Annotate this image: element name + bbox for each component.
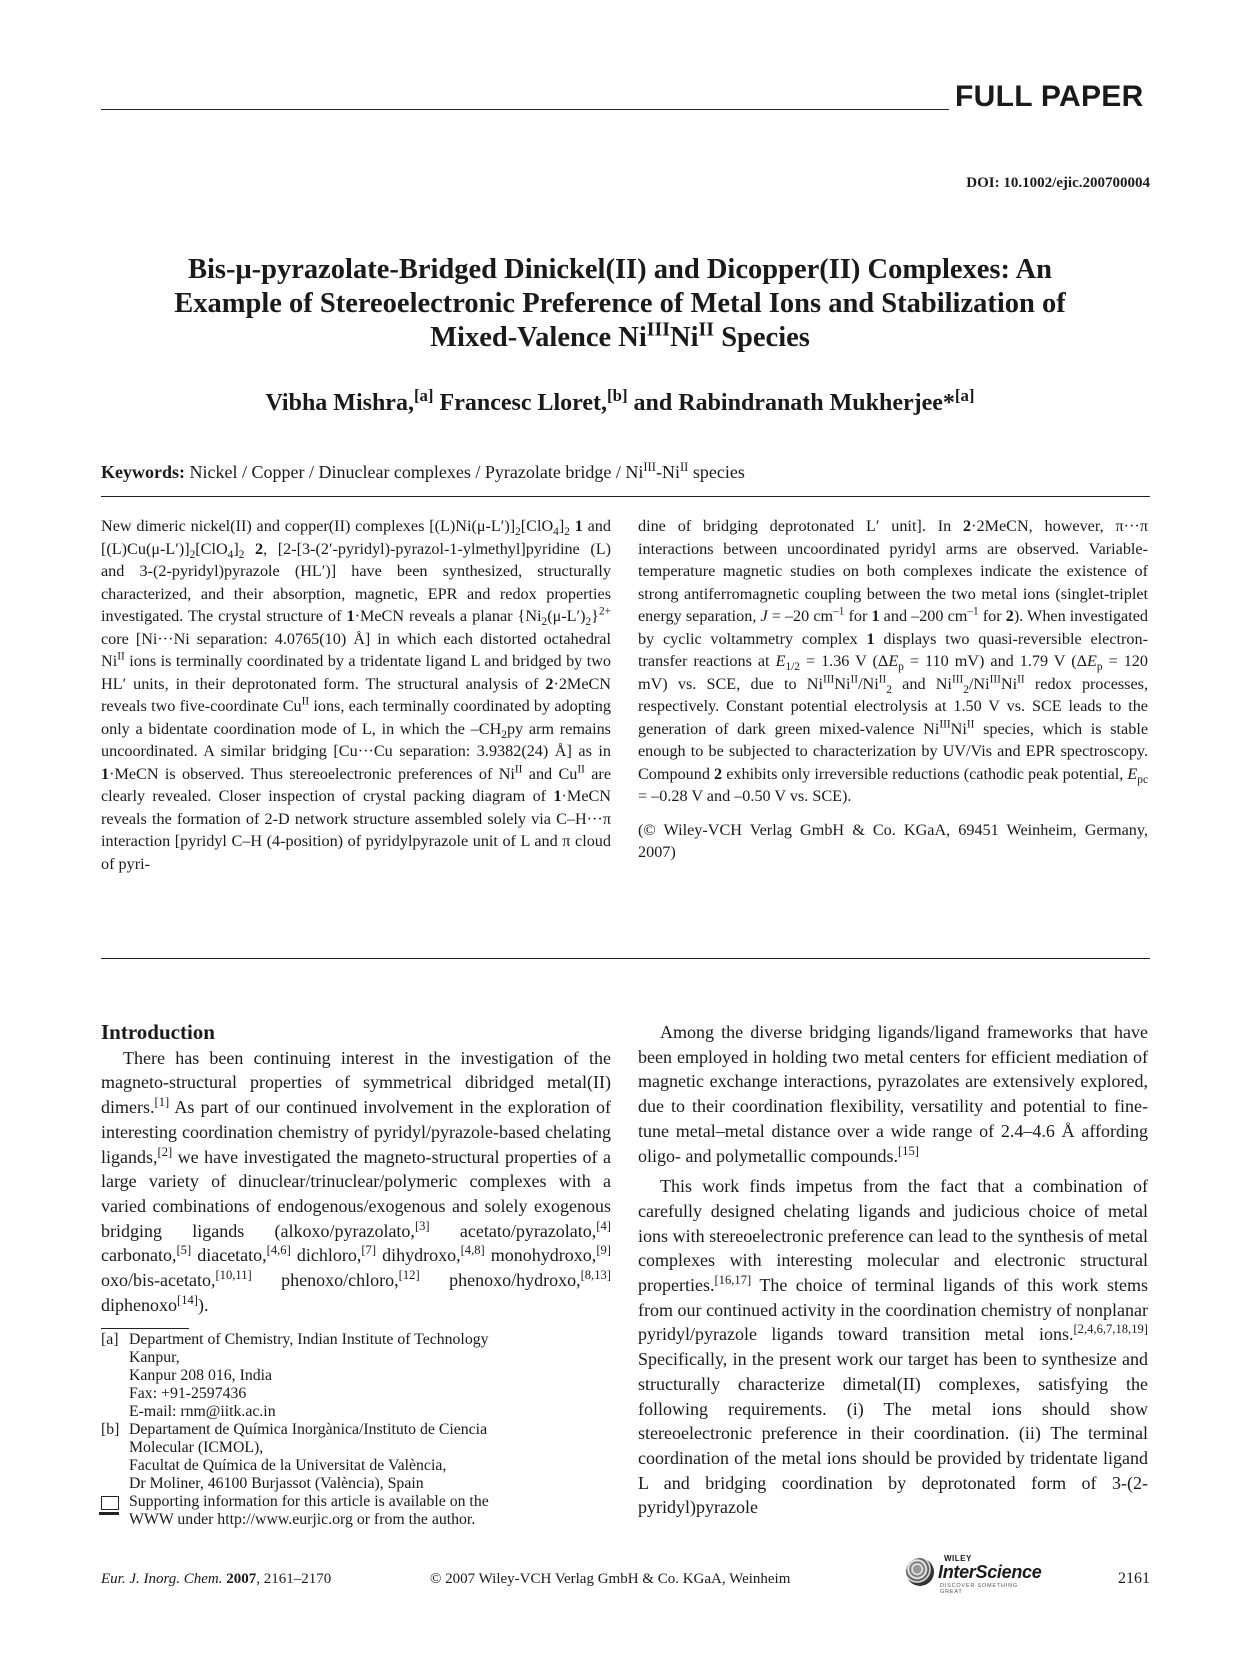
affiliation-footnote-b: [b] Departament de Química Inorgànica/Instituto de Ciencia Molecular (ICMOL), Facultat de Química de la Universitat de València, Dr Moliner, 46100 Burjassot (València), Spain <box>101 1421 488 1493</box>
footnotes <box>101 1331 611 1529</box>
body-right-column <box>638 1020 1148 1520</box>
supporting-info-link[interactable]: WWW under http://www.eurjic.org or from the author. <box>129 1511 476 1529</box>
title-line-1: Bis-μ-pyrazolate-Bridged Dinickel(II) and Dicopper(II) Complexes: An <box>187 254 1052 285</box>
keywords: Keywords: Nickel / Copper / Dinuclear complexes / Pyrazolate bridge / $Ni^{III}-Ni^{II}$ species <box>101 460 745 482</box>
author-name: and Rabindranath Mukherjee* <box>627 390 955 416</box>
keywords-rule <box>101 496 1150 497</box>
body-paragraph: This work finds impetus from the fact that a combination of carefully designed chelating ligands and judicious choice of metal ions with stereoelectronic preference can lead to the synthesis of metal complexes with interesting molecular and electronic structural properties.[16,17] The choice of terminal ligands of this work stems from our continued activity in the coordination chemistry of nonplanar pyridyl/pyrazole ligands toward transition metal ions.[2,4,6,7,18,19] Specifically, in the present work our target has been to synthesize and structurally characterize dimetal(II) complexes, satisfying the following requirements. (i) The metal ions should show stereoelectronic preference in their coordination. (ii) The terminal coordination of the metal ions should be provided by tridentate ligand L and bridging coordination by deprotonated form of 3-(2-pyridyl)pyrazole <box>638 1176 1148 1518</box>
affiliation-footnote-a: [a] Department of Chemistry, Indian Institute of Technology Kanpur, Kanpur 208 016, India Fax: +91-2597436 E-mail: rnm@iitk.ac.in <box>101 1331 611 1421</box>
title-line-2: Example of Stereoelectronic Preference of Metal Ions and Stabilization of <box>174 288 1066 319</box>
computer-icon <box>101 1496 119 1510</box>
abstract-right-column <box>638 515 1148 864</box>
affiliation-mark: [b] <box>607 386 628 405</box>
email-link[interactable]: E-mail: rnm@iitk.ac.in <box>129 1403 276 1421</box>
wiley-interscience-logo: WILEY InterScience DISCOVER SOMETHING GREAT <box>906 1554 1036 1590</box>
abstract-copyright-note: (© Wiley-VCH Verlag GmbH & Co. KGaA, 69451 Weinheim, Germany, 2007) <box>638 820 1148 861</box>
page-number: 2161 <box>1118 1570 1150 1587</box>
footer-citation: Eur. J. Inorg. Chem. 2007, 2161–2170 <box>101 1571 332 1587</box>
body-left-column <box>101 1020 611 1529</box>
author-name: Vibha Mishra, <box>265 390 414 416</box>
doi: DOI: 10.1002/ejic.200700004 <box>966 175 1150 191</box>
abstract-left-column: New dimeric nickel(II) and copper(II) complexes $[(L)Ni(\mu-L')]_2[ClO_4]_2$ 1 and $[(L)Cu(\mu-L')]_2[ClO_4]_2$ 2, [2-[3-(2′-pyridyl)-pyrazol-1-ylmethyl]pyridine (L) and 3-(2-pyridyl)pyrazole (HL′)] have been synthesized, structurally characterized, and their absorption, magnetic, EPR and redox properties investigated. The crystal structure of 1·MeCN reveals a planar $\{Ni_2(\mu-L')_2\}^{2+}$ core [Ni···Ni separation: 4.0765(10) Å] in which each distorted octahedral $Ni^{II}$ ions is terminally coordinated by a tridentate ligand L and bridged by two HL′ units, in their deprotonated form. The structural analysis of 2·2MeCN reveals two five-coordinate $Cu^{II}$ ions, each terminally coordinated by adopting only a bidentate coordination mode of L, in which the $-CH_2py$ arm remains uncoordinated. A similar bridging [Cu···Cu separation: 3.9382(24) Å] as in 1·MeCN is observed. Thus stereoelectronic preferences of $Ni^{II}$ and $Cu^{II}$ are clearly revealed. Closer inspection of crystal packing diagram of 1·MeCN reveals the formation of 2-D network structure assembled solely via C–H···π interaction [pyridyl C–H (4-position) of pyridylpyrazole unit of L and π cloud of pyri- <box>101 517 612 873</box>
logo-disc-icon <box>906 1558 934 1586</box>
footer-copyright: © 2007 Wiley-VCH Verlag GmbH & Co. KGaA, Weinheim <box>430 1571 791 1587</box>
keywords-label: Keywords: <box>101 462 185 482</box>
body-paragraph: Among the diverse bridging ligands/ligand frameworks that have been employed in holding two metal centers for efficient mediation of magnetic exchange interactions, pyrazolates are extensively explored, due to their coordination flexibility, versatility and potential to fine-tune metal–metal distance over a wide range of 2.4–4.6 Å affording oligo- and polymetallic compounds.[15] <box>638 1022 1148 1166</box>
body-paragraph: There has been continuing interest in the investigation of the magneto-structural properties of symmetrical dibridged metal(II) dimers.[1] As part of our continued involvement in the exploration of interesting coordination chemistry of pyridyl/pyrazole-based chelating ligands,[2] we have investigated the magneto-structural properties of a large variety of dinuclear/trinuclear/polymeric complexes with a varied combinations of endogenous/exogenous and solely exogenous bridging ligands (alkoxo/pyrazolato,[3] acetato/pyrazolato,[4] carbonato,[5] diacetato,[4,6] dichloro,[7] dihydroxo,[4,8] monohydroxo,[9] oxo/bis-acetato,[10,11] phenoxo/chloro,[12] phenoxo/hydroxo,[8,13] diphenoxo[14]). <box>101 1047 611 1315</box>
supporting-info-footnote: Supporting information for this article is available on the WWW under http://www.eurjic.org or from the author. <box>101 1493 611 1529</box>
paper-title <box>100 253 1140 355</box>
author-name: Francesc Lloret, <box>433 390 608 416</box>
author-list <box>100 386 1140 417</box>
affiliation-mark: [a] <box>954 386 975 405</box>
section-heading-introduction: Introduction <box>101 1020 215 1044</box>
abstract-continuation: dine of bridging deprotonated L′ unit]. In 2·2MeCN, however, π···π interactions between uncoordinated pyridyl arms are observed. Variable-temperature magnetic studies on both complexes indicate the existence of strong antiferromagnetic coupling between the two metal ions (singlet-triplet energy separation, J = –20 $cm^{-1}$ for 1 and –200 $cm^{-1}$ for 2). When investigated by cyclic voltammetry complex 1 displays two quasi-reversible electron-transfer reactions at $E_{1/2} = 1.36$ V ($\Delta E_p = 110$ mV) and 1.79 V ($\Delta E_p = 120$ mV) vs. SCE, due to $Ni^{III}Ni^{II}/Ni^{II}_2$ and $Ni^{III}_2/Ni^{III}Ni^{II}$ redox processes, respectively. Constant potential electrolysis at 1.50 V vs. SCE leads to the generation of dark green mixed-valence $Ni^{III}Ni^{II}$ species, which is stable enough to be subjected to characterization by UV/Vis and EPR spectroscopy. Compound 2 exhibits only irreversible reductions (cathodic peak potential, $E_{pc} = -0.28$ V and –0.50 V vs. SCE). <box>638 517 1149 805</box>
affiliation-mark: [a] <box>413 386 434 405</box>
section-label: FULL PAPER <box>955 80 1144 113</box>
header-rule <box>101 109 949 110</box>
abstract-rule <box>101 958 1150 959</box>
footnote-rule <box>101 1328 189 1329</box>
title-line-3: Mixed-Valence $Ni^{III}Ni^{II}$ Species <box>430 318 810 353</box>
